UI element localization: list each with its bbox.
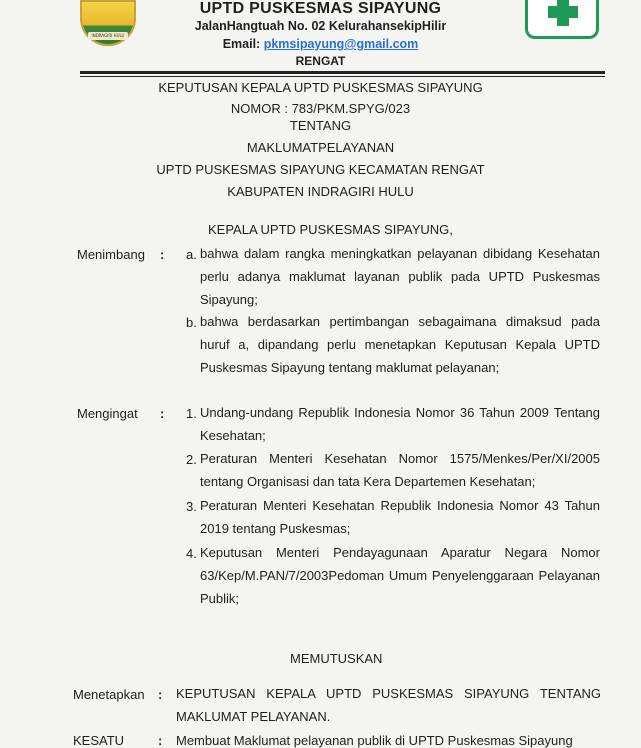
decree-tentang: TENTANG xyxy=(289,118,352,133)
decree-number: NOMOR : 783/PKM.SPYG/023 xyxy=(230,101,411,116)
letterhead-email-line xyxy=(0,37,641,51)
menetapkan-label: Menetapkan xyxy=(73,687,145,702)
decree-subject-1: MAKLUMATPELAYANAN xyxy=(246,140,395,155)
mengingat-item-1: Undang-undang Republik Indonesia Nomor 36 Tahun 2009 Tentang Kesehatan; xyxy=(200,405,600,443)
kesatu-label: KESATU xyxy=(73,733,125,748)
menimbang-item-a: bahwa dalam rangka meningkatkan pelayanan dibidang Kesehatan perlu adanya maklumat layanan publik pada UPTD Puskesmas Sipayung; xyxy=(200,246,600,307)
mengingat-label: Mengingat xyxy=(77,406,138,421)
email-link[interactable]: pkmsipayung@gmail.com xyxy=(263,37,419,51)
letterhead-title: UPTD PUSKESMAS SIPAYUNG xyxy=(199,0,442,17)
menetapkan-colon: : xyxy=(158,687,163,702)
menimbang-marker-b: b. xyxy=(186,315,197,330)
menetapkan-text: KEPUTUSAN KEPALA UPTD PUSKESMAS SIPAYUNG TENTANG MAKLUMAT PELAYANAN. xyxy=(176,686,601,724)
mengingat-marker-4: 4. xyxy=(186,546,197,561)
mengingat-item-4: Keputusan Menteri Pendayagunaan Aparatur Negara Nomor 63/Kep/M.PAN/7/2003Pedoman Umum Penyelenggaraan Pelayanan Publik; xyxy=(200,545,600,606)
mengingat-marker-2: 2. xyxy=(186,452,197,467)
mengingat-marker-1: 1. xyxy=(186,406,197,421)
kesatu-text: Membuat Maklumat pelayanan publik di UPTD Puskesmas Sipayung xyxy=(176,733,573,748)
letterhead-divider xyxy=(80,71,605,74)
menimbang-item-b: bahwa berdasarkan pertimbangan sebagaimana dimaksud pada huruf a, dipandang perlu menetapkan Keputusan Kepala UPTD Puskesmas Sipayung tentang maklumat pelayanan; xyxy=(200,314,600,375)
decree-subject-3: KABUPATEN INDRAGIRI HULU xyxy=(227,184,414,199)
menimbang-label: Menimbang xyxy=(77,247,145,262)
signer-intro: KEPALA UPTD PUSKESMAS SIPAYUNG, xyxy=(208,222,453,237)
mengingat-item-2: Peraturan Menteri Kesehatan Nomor 1575/Menkes/Per/XI/2005 tentang Organisasi dan tata Kera Departemen Kesehatan; xyxy=(200,451,600,489)
kesatu-colon: : xyxy=(158,733,163,748)
letterhead-address: JalanHangtuah No. 02 KelurahansekipHilir xyxy=(194,19,447,33)
menimbang-colon: : xyxy=(160,247,165,262)
decree-title: KEPUTUSAN KEPALA UPTD PUSKESMAS SIPAYUNG xyxy=(158,80,483,95)
memutuskan-heading: MEMUTUSKAN xyxy=(290,651,383,666)
mengingat-marker-3: 3. xyxy=(186,499,197,514)
decree-subject-2: UPTD PUSKESMAS SIPAYUNG KECAMATAN RENGAT xyxy=(156,162,485,177)
email-label: Email: xyxy=(222,37,261,51)
regency-logo-caption: INDRAGIRI HULU xyxy=(88,32,128,40)
mengingat-item-3: Peraturan Menteri Kesehatan Republik Indonesia Nomor 43 Tahun 2019 tentang Puskesmas; xyxy=(200,498,600,536)
menimbang-marker-a: a. xyxy=(186,247,197,262)
letterhead-divider-thin xyxy=(80,76,605,77)
mengingat-colon: : xyxy=(160,406,165,421)
letterhead-city: RENGAT xyxy=(295,54,346,68)
